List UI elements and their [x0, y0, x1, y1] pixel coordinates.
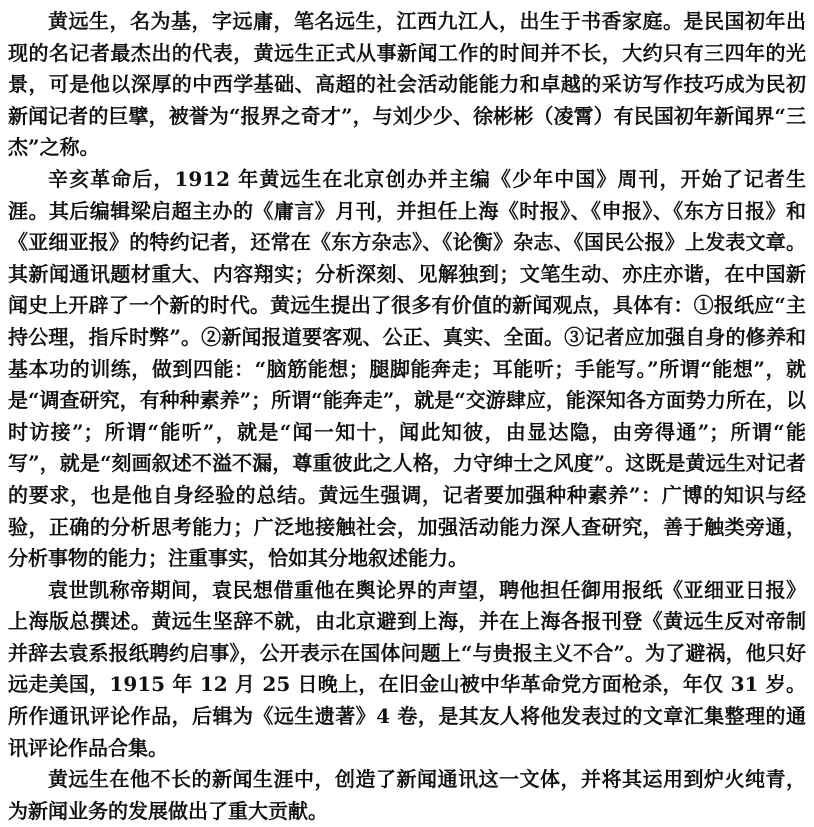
paragraph-career: 辛亥革命后，1912 年黄远生在北京创办并主编《少年中国》周刊，开始了记者生涯。其后编辑梁启超主办的《庸言》月刊，并担任上海《时报》、《申报》、《东方日报》和《亚细亚报》的特约记者，还常在《东方杂志》、《论衡》杂志、《国民公报》上发表文章。其新闻通讯题材重大、内容翔实；分析深刻、见解独到；文笔生动、亦庄亦谐，在中国新闻史上开辟了一个新的时代。黄远生提出了很多有价值的新闻观点，具体有：①报纸应“主持公理，指斥时弊”。②新闻报道要客观、公正、真实、全面。③记者应加强自身的修养和基本功的训练，做到四能：“脑筋能想；腿脚能奔走；耳能听；手能写。”所谓“能想”，就是“调查研究，有种种素养”；所谓“能奔走”，就是“交游肆应，能深知各方面势力所在，以时访接”；所谓“能听”，就是“闻一知十，闻此知彼，由显达隐，由旁得通”；所谓“能写”，就是“刻画叙述不溢不漏，尊重彼此之人格，力守绅士之风度”。这既是黄远生对记者的要求，也是他自身经验的总结。黄远生强调，记者要加强种种素养”：广博的知识与经验，正确的分析思考能力；广泛地接触社会，加强活动能力深人查研究，善于触类旁通，分析事物的能力；注重事实，恰如其分地叙述能力。	[8, 166, 806, 571]
paragraph-conclusion: 黄远生在他不长的新闻生涯中，创造了新闻通讯这一文体，并将其运用到炉火纯青，为新闻业务的发展做出了重大贡献。	[8, 767, 806, 823]
paragraph-yuan-shikai: 袁世凯称帝期间，袁民想借重他在舆论界的声望，聘他担任御用报纸《亚细亚日报》上海版总撰述。黄远生坚辞不就，由北京避到上海，并在上海各报刊登《黄远生反对帝制并辞去袁系报纸聘约启事》，公开表示在国体问题上“与贵报主义不合”。为了避祸，他只好远走美国，1915 年 12 月 25 日晚上，在旧金山被中华革命党方面枪杀，年仅 31 岁。所作通讯评论作品，后辑为《远生遗著》4 卷，是其友人将他发表过的文章汇集整理的通讯评论作品合集。	[8, 577, 806, 760]
paragraph-intro: 黄远生，名为基，字远庸，笔名远生，江西九江人，出生于书香家庭。是民国初年出现的名记者最杰出的代表，黄远生正式从事新闻工作的时间并不长，大约只有三四年的光景，可是他以深厚的中西学基础、高超的社会活动能能力和卓越的采访写作技巧成为民初新闻记者的巨擘，被誉为“报界之奇才”，与刘少少、徐彬彬（凌霄）有民国初年新闻界“三杰”之称。	[8, 9, 806, 160]
